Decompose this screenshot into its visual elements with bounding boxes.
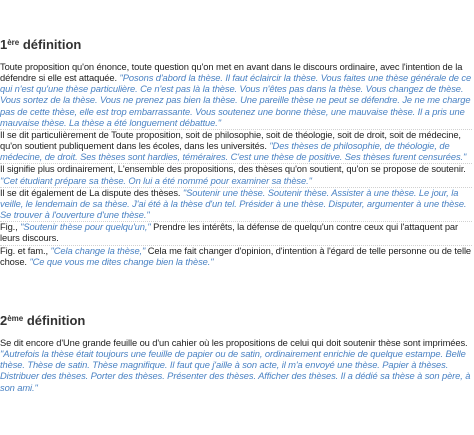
example-text: "Autrefois la thèse était toujours une feuille de papier ou de satin, ordinairement enrichie de quelque estampe. Belle thèse. Thèse de satin. Thèse magnifique. Il faut que j'aille à son acte, il m'a envoyé une thèse. Papier à thèses. Distribuer des thèses. Porter des thèses. Présenter des thèses. Afficher des thèses. Il a dédié sa thèse à son père, à son ami."	[0, 349, 471, 393]
definition-entry	[0, 338, 472, 394]
definition-entry	[0, 130, 472, 163]
definition-2-body	[0, 338, 472, 394]
example-text: "Posons d'abord la thèse. Il faut éclaircir la thèse. Vous faites une thèse générale de ce qui n'est qu'une thèse particulière. Ce n'est pas là la thèse. Vous n'êtes pas dans la thèse. Vous changez de thèse. Vous sortez de la thèse. Vous ne prenez pas bien la thèse. Une pareille thèse ne peut se défendre. Je ne me charge pas de cette thèse, elle est trop embarrassante. Vous soutenez une bonne thèse, une mauvaise thèse. Il a pris une mauvaise thèse. La thèse a été longuement débattue."	[0, 73, 472, 128]
definition-text: Toute proposition qu'on énonce, toute question qu'on met en avant dans le discours ordinaire, avec l'intention de la défendre si elle est attaquée.	[0, 62, 463, 84]
definition-entry	[0, 188, 472, 221]
definition-text: Il se dit particulièrement de Toute proposition, soit de philosophie, soit de théologie, soit de droit, soit de médecine, qu'on soutient publiquement dans les écoles, dans les universités.	[0, 129, 461, 152]
definition-text: Il se dit également de La dispute des thèses.	[0, 187, 183, 198]
definition-text: Fig. et fam.,	[0, 245, 51, 256]
example-text: "Cet étudiant prépare sa thèse. On lui a été nommé pour examiner sa thèse."	[0, 175, 312, 186]
definition-entry	[0, 164, 472, 186]
example-text: "Ce que vous me dites change bien la thèse."	[29, 256, 214, 267]
definition-text: Se dit encore d'Une grande feuille ou d'un cahier où les propositions de celui qui doit soutenir thèse sont imprimées.	[0, 338, 468, 348]
definition-ordinal-suffix: ème	[7, 314, 24, 323]
definition-text: Prendre les intérêts, la défense de quelqu'un contre ceux qui l'attaquent par leurs discours.	[0, 222, 459, 244]
definition-entry	[0, 222, 472, 244]
definition-label: définition	[19, 37, 82, 52]
definition-heading-1	[0, 37, 81, 53]
example-text: "Des thèses de philosophie, de théologie, de médecine, de droit. Ses thèses sont hardies, téméraires. C'est une thèse de positive. Ses thèses furent censurées."	[0, 141, 467, 163]
definition-entry	[0, 62, 472, 129]
definition-text: Il signifie plus ordinairement, L'ensemble des propositions, des thèses qu'on soutient, qu'on se propose de soutenir.	[0, 164, 466, 175]
example-text: "Soutenir une thèse. Soutenir thèse. Assister à une thèse. Le jour, la veille, le lendemain de sa thèse. J'ai été à la thèse d'un tel. Présider à une thèse. Disputer, argumenter à une thèse. Se trouver à l'ouverture d'une thèse."	[0, 187, 467, 221]
definition-number: 2	[0, 313, 8, 328]
example-text: "Cela change la thèse,"	[50, 245, 146, 256]
definition-number: 1	[0, 37, 8, 52]
definition-1-body	[0, 62, 472, 268]
definition-ordinal-suffix: ère	[7, 38, 20, 47]
definition-text: Cela me fait changer d'opinion, d'intention à l'égard de telle personne ou de telle chose.	[0, 245, 472, 267]
definition-text: Fig.,	[0, 222, 21, 233]
definition-heading-2	[0, 313, 85, 329]
example-text: "Soutenir thèse pour quelqu'un,"	[20, 222, 151, 233]
definition-label: définition	[23, 313, 86, 328]
definition-entry	[0, 246, 472, 268]
